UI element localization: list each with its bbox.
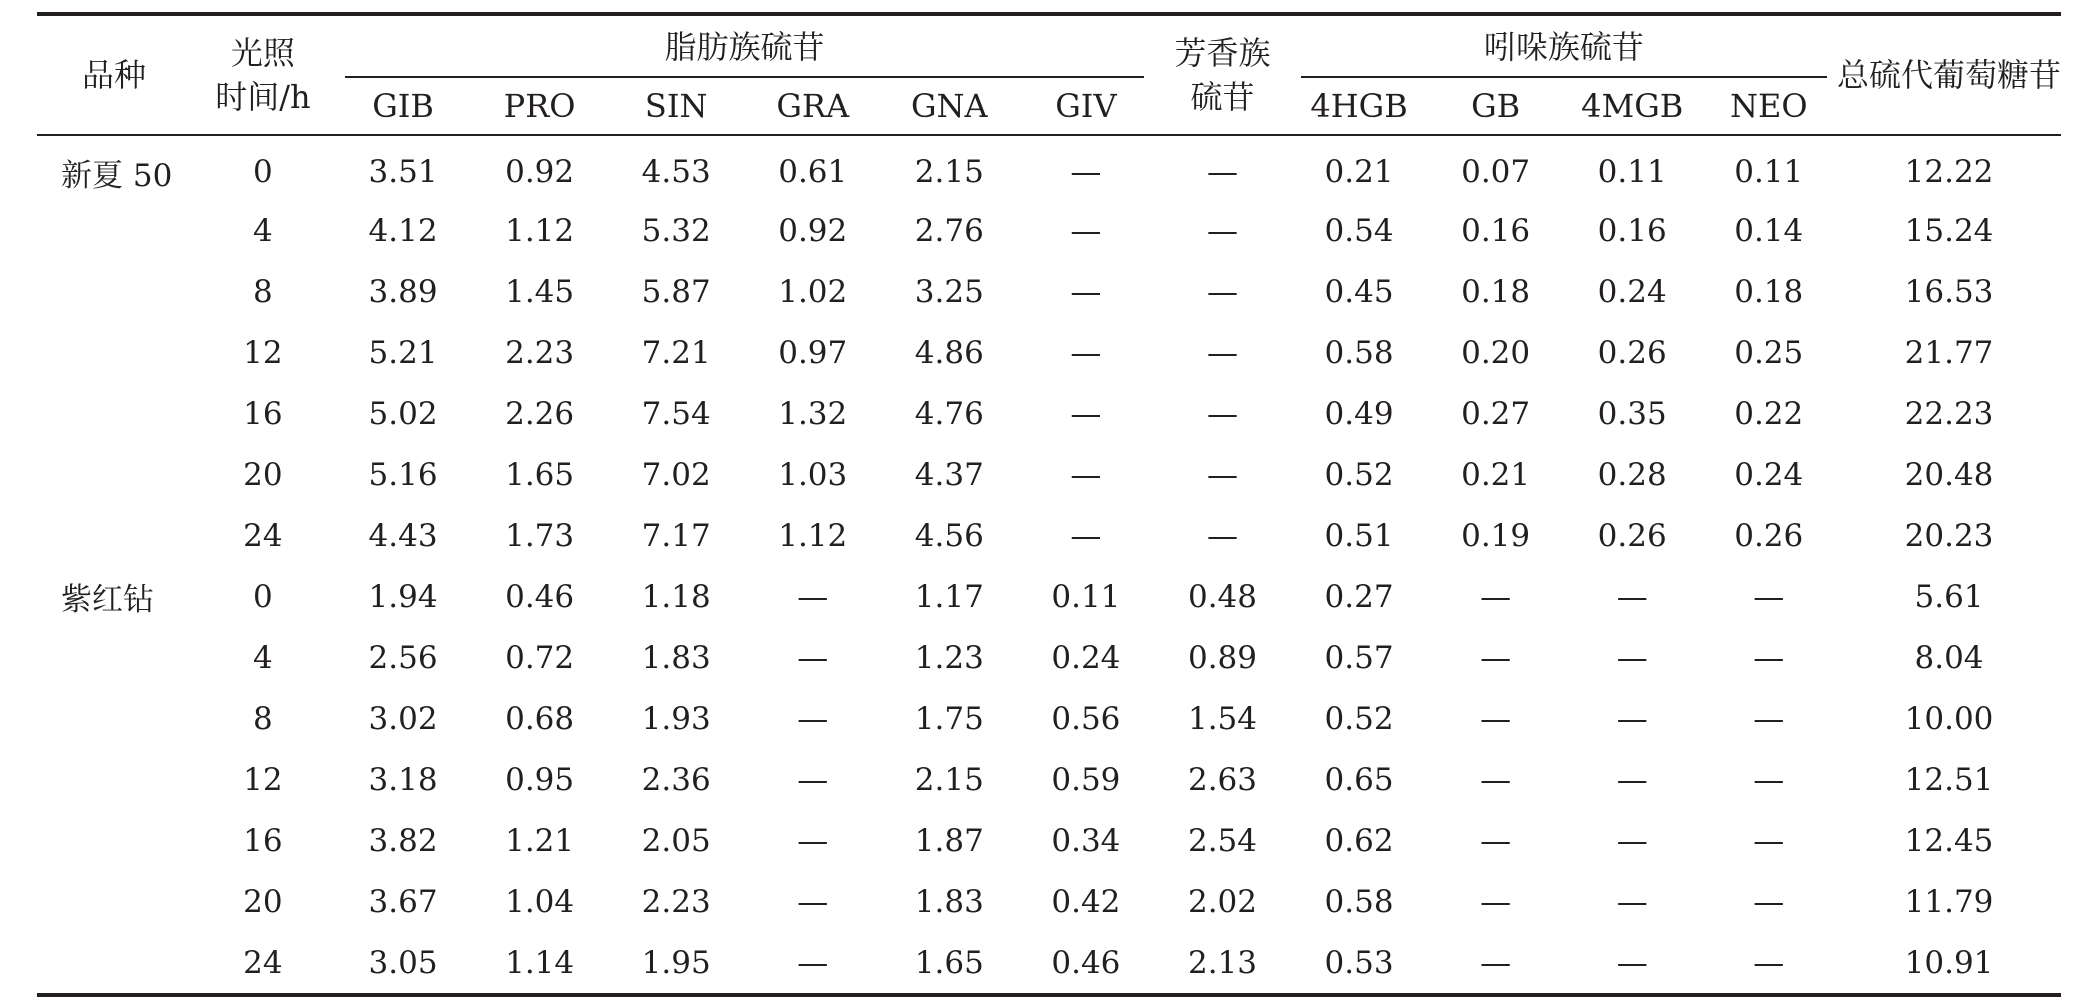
cell-gra: — xyxy=(797,883,829,920)
cell-variety xyxy=(37,383,191,444)
table-row xyxy=(37,383,2061,444)
header-col-sin: SIN xyxy=(608,78,745,135)
cell-4mgb: 0.11 xyxy=(1597,154,1667,190)
cell-gb: 0.27 xyxy=(1461,395,1531,432)
cell-neo: — xyxy=(1700,932,1837,995)
cell-gb: 0.07 xyxy=(1461,154,1531,190)
cell-total: 10.91 xyxy=(1837,932,2061,995)
cell-4hgb: 0.62 xyxy=(1324,822,1394,859)
table-row xyxy=(37,749,2061,810)
cell-gb: — xyxy=(1480,639,1512,676)
glucosinolate-table xyxy=(37,12,2061,997)
header-group-aliphatic: 脂肪族硫苷 xyxy=(335,14,1154,78)
cell-pro: 0.72 xyxy=(505,639,575,676)
cell-aromatic: — xyxy=(1207,154,1238,190)
cell-aromatic: 2.63 xyxy=(1187,761,1258,798)
cell-sin: 5.32 xyxy=(641,212,711,249)
cell-4hgb: 0.52 xyxy=(1324,700,1394,737)
cell-gra: — xyxy=(797,761,829,798)
cell-gna: 2.76 xyxy=(914,212,984,249)
cell-total: 12.51 xyxy=(1904,761,1994,798)
cell-gna: 4.86 xyxy=(914,334,984,371)
cell-giv: 0.46 xyxy=(1018,932,1155,995)
cell-gra: 0.97 xyxy=(778,334,848,371)
header-col-4mgb: 4MGB xyxy=(1564,78,1701,135)
cell-4mgb: — xyxy=(1616,761,1648,798)
cell-gib: 5.02 xyxy=(368,395,438,432)
cell-4mgb: 0.28 xyxy=(1597,456,1667,493)
cell-4hgb: 0.51 xyxy=(1324,517,1394,554)
cell-gra: — xyxy=(797,700,829,737)
cell-pro: 1.65 xyxy=(505,456,575,493)
cell-giv: 0.24 xyxy=(1051,639,1121,676)
cell-total: 12.45 xyxy=(1904,822,1994,859)
cell-variety: 新夏 50 xyxy=(61,157,173,194)
cell-pro: 1.73 xyxy=(505,517,575,554)
cell-gb: 0.19 xyxy=(1461,517,1531,554)
cell-sin: 2.05 xyxy=(641,822,711,859)
cell-giv: — xyxy=(1070,456,1102,493)
cell-sin: 7.54 xyxy=(641,395,711,432)
header-light-line2: 时间/h xyxy=(215,78,311,116)
header-light-line1: 光照 xyxy=(230,34,295,72)
cell-gib: 5.21 xyxy=(368,334,438,371)
cell-aromatic: — xyxy=(1207,456,1238,493)
table-row xyxy=(37,200,2061,261)
cell-4mgb: 0.26 xyxy=(1597,517,1667,554)
cell-gb: — xyxy=(1480,822,1512,859)
cell-4hgb: 0.65 xyxy=(1324,761,1394,798)
cell-giv: — xyxy=(1070,395,1102,432)
cell-gib: 3.02 xyxy=(368,700,438,737)
cell-gna: 1.65 xyxy=(881,932,1018,995)
header-aromatic-line1: 芳香族 xyxy=(1174,34,1271,72)
cell-sin: 7.21 xyxy=(641,334,711,371)
cell-pro: 1.12 xyxy=(505,212,575,249)
header-total: 总硫代葡萄糖苷 xyxy=(1837,14,2061,135)
cell-light: 0 xyxy=(253,578,273,615)
cell-aromatic: 1.54 xyxy=(1187,700,1258,737)
cell-variety xyxy=(37,200,191,261)
cell-aromatic: — xyxy=(1207,273,1238,310)
cell-gna: 1.83 xyxy=(914,883,984,920)
cell-gna: 1.75 xyxy=(914,700,984,737)
cell-pro: 1.04 xyxy=(505,883,575,920)
cell-gna: 4.56 xyxy=(914,517,984,554)
cell-gra: — xyxy=(797,578,829,615)
header-light-time xyxy=(191,14,335,135)
cell-light: 12 xyxy=(243,761,283,798)
cell-total: 15.24 xyxy=(1904,212,1994,249)
cell-light: 8 xyxy=(253,700,273,737)
cell-gra: 1.03 xyxy=(778,456,848,493)
cell-total: 20.23 xyxy=(1904,517,1994,554)
cell-gb: 0.20 xyxy=(1461,334,1531,371)
cell-total: 5.61 xyxy=(1914,578,1984,615)
cell-giv: 0.42 xyxy=(1051,883,1121,920)
cell-gna: 4.76 xyxy=(914,395,984,432)
cell-gra: — xyxy=(744,932,881,995)
cell-giv: — xyxy=(1070,334,1102,371)
table-row xyxy=(37,566,2061,627)
cell-light: 20 xyxy=(243,883,283,920)
cell-gna: 1.87 xyxy=(914,822,984,859)
cell-gra: 1.12 xyxy=(778,517,848,554)
cell-total: 12.22 xyxy=(1904,154,1994,190)
cell-aromatic: — xyxy=(1207,334,1238,371)
cell-variety xyxy=(37,444,191,505)
cell-neo: 0.26 xyxy=(1734,517,1804,554)
cell-light: 20 xyxy=(243,456,283,493)
cell-neo: 0.14 xyxy=(1734,212,1804,249)
cell-gra: 0.92 xyxy=(778,212,848,249)
cell-pro: 0.68 xyxy=(505,700,575,737)
table-row xyxy=(37,261,2061,322)
cell-gib: 1.94 xyxy=(368,578,438,615)
header-col-4hgb: 4HGB xyxy=(1291,78,1428,135)
cell-gb: 0.16 xyxy=(1461,212,1531,249)
table-row xyxy=(37,627,2061,688)
cell-sin: 2.36 xyxy=(641,761,711,798)
cell-4mgb: 0.35 xyxy=(1597,395,1667,432)
table-header xyxy=(37,14,2061,135)
glucosinolate-table-container xyxy=(37,12,2061,997)
cell-variety xyxy=(37,505,191,566)
header-col-gb: GB xyxy=(1427,78,1564,135)
cell-giv: — xyxy=(1070,517,1102,554)
cell-sin: 4.53 xyxy=(641,154,711,190)
header-col-pro: PRO xyxy=(471,78,608,135)
cell-variety: 紫红钻 xyxy=(61,582,154,618)
cell-gna: 1.17 xyxy=(914,578,984,615)
cell-4hgb: 0.54 xyxy=(1324,212,1394,249)
cell-4hgb: 0.27 xyxy=(1324,578,1394,615)
cell-giv: 0.11 xyxy=(1051,578,1121,615)
cell-4hgb: 0.57 xyxy=(1324,639,1394,676)
cell-aromatic: 2.13 xyxy=(1154,932,1291,995)
cell-pro: 0.46 xyxy=(505,578,575,615)
cell-gna: 1.23 xyxy=(914,639,984,676)
cell-neo: 0.11 xyxy=(1734,154,1804,190)
cell-neo: — xyxy=(1753,883,1785,920)
table-row xyxy=(37,135,2061,200)
cell-variety xyxy=(37,932,191,995)
cell-gna: 3.25 xyxy=(914,273,984,310)
cell-neo: — xyxy=(1753,761,1785,798)
cell-gib: 3.05 xyxy=(335,932,472,995)
cell-sin: 7.17 xyxy=(641,517,711,554)
cell-gra: — xyxy=(797,822,829,859)
cell-variety xyxy=(37,810,191,871)
cell-gib: 2.56 xyxy=(368,639,438,676)
cell-neo: — xyxy=(1753,822,1785,859)
cell-giv: 0.56 xyxy=(1051,700,1121,737)
cell-pro: 1.14 xyxy=(471,932,608,995)
cell-gra: 1.02 xyxy=(778,273,848,310)
cell-gib: 3.51 xyxy=(368,154,438,190)
cell-gra: 0.61 xyxy=(778,154,848,190)
cell-neo: 0.22 xyxy=(1734,395,1804,432)
cell-neo: — xyxy=(1753,700,1785,737)
cell-variety xyxy=(37,871,191,932)
cell-giv: — xyxy=(1070,273,1102,310)
cell-4hgb: 0.58 xyxy=(1324,883,1394,920)
cell-neo: — xyxy=(1753,639,1785,676)
table-body xyxy=(37,135,2061,995)
cell-aromatic: — xyxy=(1207,395,1238,432)
cell-total: 10.00 xyxy=(1904,700,1994,737)
cell-light: 12 xyxy=(243,334,283,371)
cell-4mgb: 0.26 xyxy=(1597,334,1667,371)
cell-4hgb: 0.21 xyxy=(1324,154,1394,190)
cell-total: 8.04 xyxy=(1914,639,1984,676)
cell-gb: — xyxy=(1480,883,1512,920)
cell-neo: 0.25 xyxy=(1734,334,1804,371)
cell-total: 21.77 xyxy=(1904,334,1994,371)
cell-total: 22.23 xyxy=(1904,395,1994,432)
cell-gb: — xyxy=(1480,761,1512,798)
cell-gb: 0.21 xyxy=(1461,456,1531,493)
cell-gra: — xyxy=(797,639,829,676)
cell-gib: 5.16 xyxy=(368,456,438,493)
header-col-gib: GIB xyxy=(335,78,472,135)
cell-variety xyxy=(37,627,191,688)
cell-giv: 0.59 xyxy=(1051,761,1121,798)
cell-4hgb: 0.52 xyxy=(1324,456,1394,493)
cell-pro: 1.21 xyxy=(505,822,575,859)
header-group-indole: 吲哚族硫苷 xyxy=(1291,14,1837,78)
cell-gb: — xyxy=(1427,932,1564,995)
cell-4mgb: 0.24 xyxy=(1597,273,1667,310)
cell-gb: 0.18 xyxy=(1461,273,1531,310)
cell-4mgb: — xyxy=(1564,932,1701,995)
cell-gib: 4.12 xyxy=(368,212,438,249)
cell-variety xyxy=(37,749,191,810)
cell-variety xyxy=(37,688,191,749)
cell-total: 11.79 xyxy=(1904,883,1994,920)
cell-light: 16 xyxy=(243,395,283,432)
cell-aromatic: — xyxy=(1207,517,1238,554)
header-group-aromatic xyxy=(1154,14,1291,135)
table-row xyxy=(37,932,2061,995)
cell-pro: 2.23 xyxy=(505,334,575,371)
cell-sin: 1.93 xyxy=(641,700,711,737)
cell-4mgb: — xyxy=(1616,883,1648,920)
cell-gib: 3.67 xyxy=(368,883,438,920)
cell-gb: — xyxy=(1480,578,1512,615)
cell-neo: — xyxy=(1753,578,1785,615)
cell-4mgb: — xyxy=(1616,578,1648,615)
table-row xyxy=(37,810,2061,871)
cell-aromatic: 2.02 xyxy=(1187,883,1258,920)
cell-pro: 2.26 xyxy=(505,395,575,432)
cell-4mgb: — xyxy=(1616,700,1648,737)
cell-giv: — xyxy=(1070,154,1102,190)
cell-neo: 0.18 xyxy=(1734,273,1804,310)
cell-total: 16.53 xyxy=(1904,273,1994,310)
cell-light: 4 xyxy=(253,639,273,676)
cell-light: 4 xyxy=(253,212,273,249)
cell-gib: 3.82 xyxy=(368,822,438,859)
table-row xyxy=(37,322,2061,383)
cell-gib: 3.89 xyxy=(368,273,438,310)
header-col-gna: GNA xyxy=(881,78,1018,135)
cell-gra: 1.32 xyxy=(778,395,848,432)
table-row xyxy=(37,505,2061,566)
cell-aromatic: 2.54 xyxy=(1187,822,1258,859)
header-variety: 品种 xyxy=(37,14,191,135)
cell-4hgb: 0.45 xyxy=(1324,273,1394,310)
cell-gna: 2.15 xyxy=(914,154,984,190)
cell-light: 16 xyxy=(243,822,283,859)
header-row-2 xyxy=(37,78,2061,135)
cell-4hgb: 0.49 xyxy=(1324,395,1394,432)
table-row xyxy=(37,444,2061,505)
cell-neo: 0.24 xyxy=(1734,456,1804,493)
cell-variety xyxy=(37,261,191,322)
cell-giv: 0.34 xyxy=(1051,822,1121,859)
cell-gb: — xyxy=(1480,700,1512,737)
cell-pro: 0.95 xyxy=(505,761,575,798)
header-aromatic-line2: 硫苷 xyxy=(1190,78,1255,116)
header-col-giv: GIV xyxy=(1018,78,1155,135)
cell-aromatic: 0.89 xyxy=(1187,639,1258,676)
cell-sin: 7.02 xyxy=(641,456,711,493)
header-row-1 xyxy=(37,14,2061,78)
cell-gib: 3.18 xyxy=(368,761,438,798)
cell-gib: 4.43 xyxy=(368,517,438,554)
cell-sin: 1.83 xyxy=(641,639,711,676)
cell-light: 0 xyxy=(253,154,273,190)
cell-light: 24 xyxy=(191,932,335,995)
header-col-gra: GRA xyxy=(744,78,881,135)
cell-sin: 5.87 xyxy=(641,273,711,310)
cell-sin: 2.23 xyxy=(641,883,711,920)
cell-light: 24 xyxy=(243,517,283,554)
cell-sin: 1.95 xyxy=(608,932,745,995)
cell-4mgb: 0.16 xyxy=(1597,212,1667,249)
cell-4mgb: — xyxy=(1616,822,1648,859)
cell-aromatic: — xyxy=(1207,212,1238,249)
cell-pro: 1.45 xyxy=(505,273,575,310)
cell-giv: — xyxy=(1070,212,1102,249)
cell-sin: 1.18 xyxy=(641,578,711,615)
header-col-neo: NEO xyxy=(1700,78,1837,135)
cell-variety xyxy=(37,322,191,383)
cell-light: 8 xyxy=(253,273,273,310)
cell-4hgb: 0.53 xyxy=(1291,932,1428,995)
cell-aromatic: 0.48 xyxy=(1187,578,1258,615)
table-row xyxy=(37,688,2061,749)
cell-gna: 2.15 xyxy=(914,761,984,798)
cell-4mgb: — xyxy=(1616,639,1648,676)
cell-pro: 0.92 xyxy=(505,154,575,190)
cell-total: 20.48 xyxy=(1904,456,1994,493)
cell-4hgb: 0.58 xyxy=(1324,334,1394,371)
table-row xyxy=(37,871,2061,932)
cell-gna: 4.37 xyxy=(914,456,984,493)
